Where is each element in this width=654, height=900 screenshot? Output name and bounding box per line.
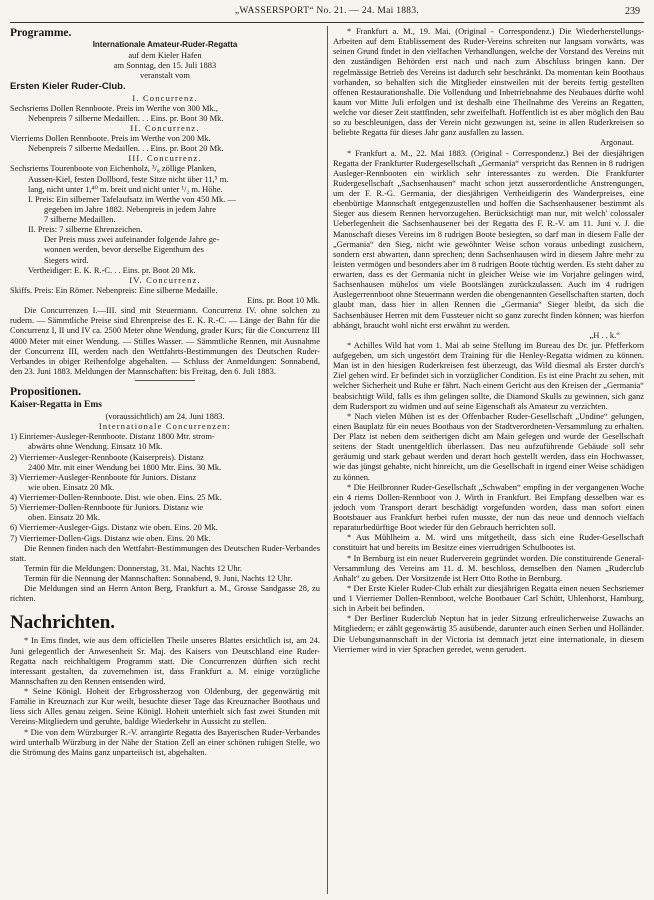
programme-venue: auf dem Kieler Hafen: [128, 50, 202, 61]
page-header: [0, 6, 654, 22]
programme-body: Die Concurrenzen I.—III. sind mit Steuermann. Concurrenz IV. ohne solchen zu rudern. — Sämmtliche Preise sind Ehrenpreise des E. K. R.-C. — Länge der Bahn für die Concurrenz I, II und IV ca. 2500 Meter ohne Wendung, grader Kurs; für die Concurrenz III 4000 Meter mit einer Wendung. — Stilles Wasser. — Sämmtliche Rennen, mit Ausnahme der Concurrenz III, werden nach den Wettfahrts-Bestimmungen des Deutschen Ruder-Verbandes in obiger Reihenfolge abgehalten. — Schluss der Anmeldungen: Sonnabend, den 23. Juni 1883. Meldungen der Mannschaften: bis Freitag, den 6. Juli 1883.: [10, 305, 320, 376]
programme-line: wonnen werden, bevor derselbe Eigenthum des: [44, 244, 204, 255]
propositions-deadline: Termin für die Nennung der Mannschaften: Sonnabend, 9. Juni, Nachts 12 Uhr.: [24, 573, 293, 583]
programme-line: Skiffs. Preis: Ein Römer. Nebenpreis: Eine silberne Medaille.: [10, 284, 218, 295]
page-number: 239: [625, 6, 640, 17]
programme-line: Eins. pr. Boot 10 Mk.: [247, 295, 320, 305]
programme-line: Nebenpreis 7 silberne Medaillen. . . Eins. pr. Boot 20 Mk.: [28, 143, 224, 154]
article-signature: Argonaut.: [600, 137, 634, 148]
proposition-line: 1) Einriemer-Ausleger-Rennboote. Distanz 1800 Mtr. strom-: [10, 431, 215, 442]
news-item: * Die von dem Würzburger R.-V. arrangirte Regatta des Bayerischen Ruder-Verbandes wird unterhalb Würzburg in der Nähe der Station Zell an einer schönen ruhigen Stelle, wo die Strömung des Mains ganz unparteiisch ist, abgehalten.: [10, 726, 320, 757]
programme-line: II. Concurrenz.: [130, 122, 200, 133]
propositions-label: Internationale Concurrenzen:: [98, 421, 232, 432]
programme-line: lang, nicht unter 1,⁴⁰ m. breit und nicht unter ¹/₂ m. Höhe.: [28, 183, 223, 194]
proposition-line: 6) Vierriemer-Ausleger-Gigs. Distanz wie oben. Eins. 20 Mk.: [10, 522, 218, 533]
proposition-line: 2400 Mtr. mit einer Wendung bei 1800 Mtr. Eins. 30 Mk.: [28, 461, 222, 472]
news-item: * Achilles Wild hat vom 1. Mai ab seine Stellung im Bureau des Dr. jur. Pfefferkorn aufgegeben, um sich ungestört dem Training für die Henley-Regatta widmen zu können. Man ist in den hiesigen Ruderkreisen fest überzeugt, das Wild diesmal als Erster durch's Ziel gehen wird. Er befindet sich in vorzüglicher Condition. Es ist eine Pracht zu sehen, mit welcher Sicherheit und Ruhe er fährt. Nach einem Gericht aus den Kreisen der „Germania“ beabsichtigt Wild, falls es ihm gelingen sollte, die Diamond Skulls zu gewinnen, sich ganz dem Rudersport zu widmen und auf seine Eigenschaft als Amateur zu verzichten.: [333, 339, 644, 411]
proposition-line: oben. Einsatz 20 Mk.: [28, 512, 100, 523]
programme-organiser-label: veranstalt vom: [140, 70, 190, 81]
proposition-line: 5) Vierriemer-Dollen-Rennboote für Juniors. Distanz wie: [10, 502, 204, 513]
left-column: [10, 26, 320, 896]
propositions-contact: Die Meldungen sind an Herrn Anton Berg, Frankfurt a. M., Grosse Sandgasse 28, zu richten.: [10, 583, 320, 604]
programme-club: Ersten Kieler Ruder-Club.: [10, 80, 126, 92]
programme-heading: Programme.: [10, 27, 72, 39]
programme-line: III. Concurrenz.: [128, 153, 202, 164]
proposition-line: 3) Vierriemer-Ausleger-Rennboote für Juniors. Distanz: [10, 471, 197, 482]
news-item: * Der Erste Kieler Ruder-Club erhält zur diesjährigen Regatta einen neuen Sechsriemer und 1 Vierriemer Dollen-Rennboot, welche Bootbauer Carl Schütt, Uhlenhorst, Hamburg, sich in Arbeit bei befinden.: [333, 582, 644, 614]
propositions-body: Die Rennen finden nach den Wettfahrt-Bestimmungen des Deutschen Ruder-Verbandes statt.: [10, 542, 320, 563]
propositions-heading: Propositionen.: [10, 386, 82, 398]
programme-line: II. Preis: 7 silberne Ehrenzeichen.: [28, 224, 143, 235]
section-separator: [135, 380, 195, 381]
programme-line: Nebenpreis 7 silberne Medaillen. . . Eins. pr. Boot 30 Mk.: [28, 112, 224, 123]
news-item: * Seine Königl. Hoheit der Erbgrossherzog von Oldenburg, der gegenwärtig mit Familie in Kreuznach zur Kur weilt, besuchte dieser Tage das Kreuznacher Boothaus und liess sich Alles genau zeigen. Seine Königl. Hoheit unterhielt sich fast zwei Stunden mit Vereins-Mitgliedern und geruhte, baldige Wiederkehr in Aussicht zu stellen.: [10, 686, 320, 727]
programme-line: I. Concurrenz.: [132, 92, 198, 103]
proposition-line: 7) Vierriemer-Dollen-Gigs. Distanz wie oben. Eins. 20 Mk.: [10, 532, 211, 543]
programme-line: IV. Concurrenz.: [129, 274, 201, 285]
programme-line: 7 silberne Medaillen.: [44, 214, 116, 224]
news-item: * In Bernburg ist ein neuer Ruderverein gegründet worden. Die constituirende General-Versammlung des Vereins am 11. d. M. beschloss, demselben den Namen „Ruderclub Anhalt“ zu geben. Der Vorsitzende ist Herr Otto Rothe in Bernburg.: [333, 552, 644, 583]
running-title: „WASSERSPORT“ No. 21. — 24. Mai 1883.: [234, 6, 420, 16]
programme-line: Sechsriems Tourenboote von Eichenholz, ³/₈ zöllige Planken,: [10, 163, 217, 174]
programme-line: gegeben im Jahre 1882. Nebenpreis in jedem Jahre: [44, 203, 216, 214]
news-heading: Nachrichten.: [10, 612, 116, 634]
right-column: [333, 26, 644, 896]
proposition-line: 4) Vierriemer-Dollen-Rennboote. Dist. wie oben. Eins. 25 Mk.: [10, 492, 222, 502]
proposition-line: wie oben. Einsatz 20 Mk.: [28, 481, 115, 492]
proposition-line: abwärts ohne Wendung. Einsatz 10 Mk.: [28, 441, 163, 452]
news-item: * Die Heilbronner Ruder-Gesellschaft „Schwaben“ empfing in der vergangenen Woche ein 4 riems Dollen-Rennboot von J. Wirth in Frankfurt. Bei Empfang desselben war es jedoch vom Transport derart beschädigt vorgefunden worden, dass man sofort einen Bootsbauer aus Frankfurt herbei rufen musste, der nun das neue und dennoch vielfach reparaturbedürftige Boot wieder für den Gebrauch herrichten soll.: [333, 481, 644, 533]
propositions-subheading: Kaiser-Regatta in Ems: [10, 400, 102, 410]
news-item: * Aus Mühlheim a. M. wird uns mitgetheilt, dass sich eine Ruder-Gesellschaft constituirt hat und bereits im Besitze eines vierrudrigen Schulbootes ist.: [333, 532, 644, 553]
proposition-line: 2) Vierriemer-Ausleger-Rennboote (Kaiserpreis). Distanz: [10, 451, 204, 462]
propositions-date: (voraussichtlich) am 24. Juni 1883.: [105, 411, 225, 421]
propositions-deadline: Termin für die Meldungen: Donnerstag, 31. Mai, Nachts 12 Uhr.: [24, 562, 243, 573]
column-divider: [327, 26, 328, 894]
programme-line: Siegers wird.: [44, 254, 89, 265]
news-item: * Frankfurt a. M., 22. Mai 1883. (Original - Correspondenz.) Bei der diesjährigen Regatta der Frankfurter Rudergesellschaft „Germania“ verspricht das Rennen in 8 rudrigen Ausleger-Rennbooten ein wirklich sehr interessantes zu werden. Die Frankfurter Rudergesellschaft „Sachsenhausen“ macht schon jetzt ausserordentliche Anstrengungen, um der F. R.-G. Germania, der diesjährigen Vertheidigerin des Wanderpreises, eine ebenbürtige Mannschaft entgegenzustellen und hoffen die Sachsenhausener bestimmt als Sieger aus diesem Rennen hervorzugehen. Berücksichtigt man nur, mit welch' colossaler Ueberlegenheit die Sachsenhausener bei der Regatta des F. R.-V. am 11. Juni v. J. die Mannschaft dieses Vereins im 8 rudrigen Boote besiegten, so darf man in diesem Falle der „Germania“ den Sieg, nicht wie gewöhnter Weise schon voraus unbedingt zusichern, sondern erst abwarten, dann sprechen; denn Sachsenhausen wird in diesem Jahre mehr zu leisten vermögen und besonders aber im 8 rudrigen Boote tüchtig werden. Es steht daher zu erwarten, dass es der Germania nicht in gleicher Weise wie im Vorjahre gelingen wird, Sachsenhausen mühelos um viele Bootslängen zurückzulassen. Auch im 4 rudrigen Auslegerrennboot ohne Steuermann werden die obengenannten Gesellschaften starten, doch glaubt man, dass hier in allen Rennen die „Germania“ Sieger bleibt, da sich die Sachsenhäuser Herren mit dem Fussteuer nicht so ganz zurecht finden können; was hierfon abhängt, braucht wohl nicht erst erwähnt zu werden.: [333, 147, 644, 330]
news-item: * In Ems findet, wie aus dem officiellen Theile unseres Blattes ersichtlich ist, am 24. Juni gelegentlich der Anwesenheit Sr. Maj. des Kaisers von Deutschland eine Ruder-Regatta nach reichhaltigem Programm statt. Die Concurrenzen dürften sich recht interessant gestalten, da zuvernehmen ist, dass Frankfurt a. M. einige vorzügliche Mannschaften zu den Rennen entsenden wird.: [10, 635, 320, 686]
programme-date: am Sonntag, den 15. Juli 1883: [113, 60, 217, 71]
news-item: * Nach vielen Mühen ist es der Offenbacher Ruder-Gesellschaft „Undine“ gelungen, einen Bauplatz für ein neues Boothaus von der Stadtverordneten-Versammlung zu erhalten. Der Platz ist neben dem seitherigen dicht am Main gelegen und wurde der Gesellschaft seitens der Stadt unentgeltlich überlassen. Das neu aufzuführende Gebäude soll sehr geräumig und stark gebaut werden und derart hoch gestellt werden, dass ein Hochwasser, wie das jüngst gehabte, nicht hinreicht, um die Gesellschaft in irgend einer Weise schädigen zu können.: [333, 410, 644, 482]
programme-line: Vertheidiger: E. K. R.-C. . . Eins. pr. Boot 20 Mk.: [28, 264, 196, 275]
article-signature: „H . . k.“: [589, 329, 620, 340]
programme-line: Vierriems Dollen Rennboote. Preis im Werthe von 200 Mk.: [10, 133, 211, 143]
programme-subheading: Internationale Amateur-Ruder-Regatta: [92, 40, 238, 49]
header-rule: [10, 22, 644, 23]
programme-line: Der Preis muss zwei aufeinander folgende Jahre ge-: [44, 234, 220, 245]
news-item: * Frankfurt a. M., 19. Mai. (Original - Correspondenz.) Die Wiederherstellungs-Arbeiten auf dem Etablissement des Ruder-Vereins schreiten nur langsam vorwärts, was seinen Grund findet in den vielfachen Verhandlungen, welche der Vorstand des Vereins mit den zuständigen Behörden erst nach und nach zum Abschluss bringen kann. Der regelmässige Betrieb des Vereins ist dadurch sehr beschränkt. Da momentan kein Boothaus vorhanden, so behalfen sich die Mitglieder einstweilen mit der bereits fertig gestellten offenen Restaurationshalle. Die Vollendung und Inbetriebnahme des Neubaues dürfte wohl kaum vor Mitte Juli erfolgen und ist deshalb eine Theilnahme des Vereins an Regatten, welche vor dieser Zeit stattfinden, sehr zweifelhaft. Hoffentlich ist es aber möglich den Bau so zu beschleunigen, dass der Verein nicht gezwungen ist, seine in allen Ruderkreisen so beliebte Regatta für dieses Jahr ganz ausfallen zu lassen.: [333, 26, 644, 138]
programme-line: Sechsriems Dollen Rennboote. Preis im Werthe von 300 Mk.,: [10, 102, 218, 113]
news-item: * Der Berliner Ruderclub Neptun hat in jeder Sitzung erfreulicherweise Zuwachs an Mitgliedern; er zählt gegenwärtig 35 ausübende, darunter auch einen Serben und Holländer. Die Uebungsmannschaft in der Victoria ist demnach jetzt eine internationale, in diesem Vierriemer wird in vier Sprachen geredet, wenn gerudert.: [333, 613, 644, 654]
programme-line: I. Preis: Ein silberner Tafelaufsatz im Werthe von 450 Mk. —: [28, 193, 236, 204]
programme-line: Aussen-Kiel, festen Dollbord, feste Sitze nicht über 11,⁵ m.: [28, 173, 229, 184]
